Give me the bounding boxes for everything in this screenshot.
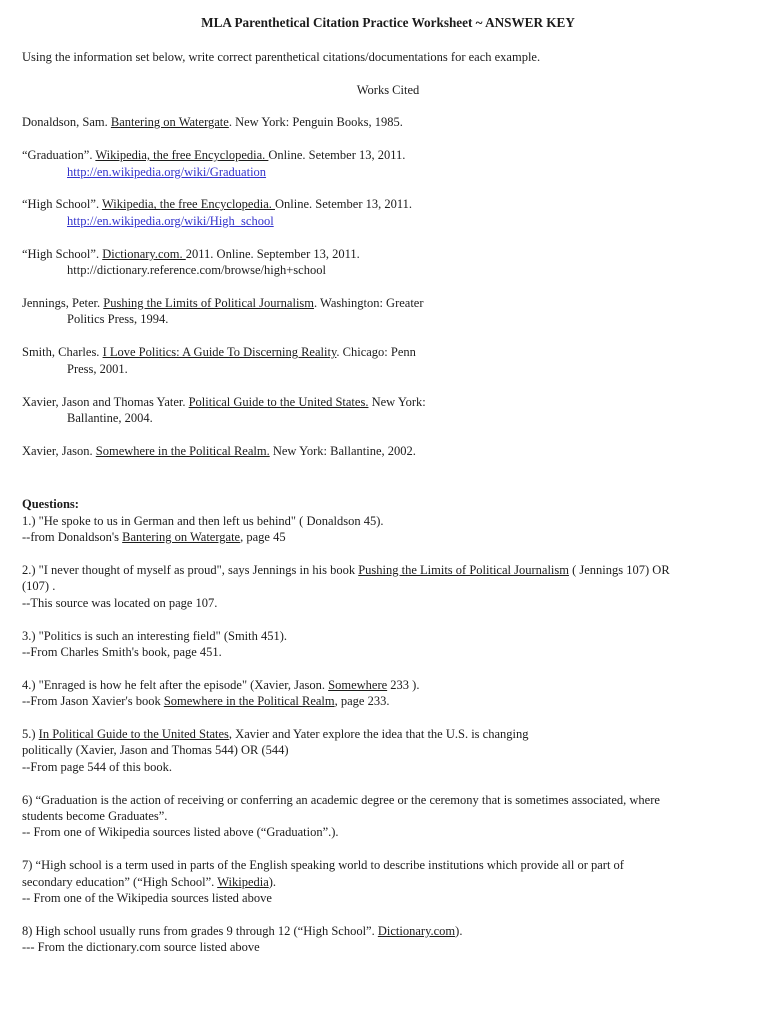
question-question-4 [22,677,754,710]
works-cited-entry-line [22,246,754,262]
text-segment: . New York: Penguin Books, 1985. [228,115,403,130]
works-cited-entry-graduation-wikipedia [22,147,754,180]
underlined-title: Wikipedia, the free Encyclopedia. [95,148,269,163]
text-segment: . Washington: Greater [314,296,424,311]
text-segment: New York: [368,394,426,409]
question-line [22,824,754,840]
text-segment: Online. Setember 13, 2011. [275,197,413,212]
works-cited-list [22,114,754,459]
works-cited-entry-line [22,147,754,163]
underlined-title: I Love Politics: A Guide To Discerning Reality [102,345,337,360]
question-line [22,874,754,890]
underlined-title: Bantering on Watergate [122,530,241,545]
underlined-title: Wikipedia, the free Encyclopedia. [101,197,275,212]
text-segment: -- From one of the Wikipedia sources listed above [22,891,272,906]
question-question-3 [22,628,754,661]
text-segment: “High School”. [22,197,102,212]
hyperlink[interactable]: http://en.wikipedia.org/wiki/High_school [67,213,274,228]
works-cited-entry-line [22,344,754,360]
text-segment: 5.) [22,727,39,742]
underlined-title: Dictionary.com. [102,246,186,261]
questions-list [22,513,754,956]
text-segment: 8) High school usually runs from grades 9 through 12 (“High School”. [22,923,378,938]
underlined-title: Bantering on Watergate [110,115,229,130]
underlined-title: Somewhere [328,677,388,692]
question-line [22,923,754,939]
text-segment: Jennings, Peter. [22,296,104,311]
text-segment: --From page 544 of this book. [22,759,172,774]
text-segment: Politics Press, 1994. [67,312,169,327]
text-segment: 6) “Graduation is the action of receiving or conferring an academic degree or the ceremony that is sometimes associated, where [22,792,660,807]
text-segment: 3.) "Politics is such an interesting field" (Smith 451). [22,628,288,643]
question-question-6 [22,792,754,841]
text-segment: 7) “High school is a term used in parts of the English speaking world to describe institutions which provide all or part of [22,858,624,873]
works-cited-entry-line [22,114,754,130]
question-question-7 [22,857,754,906]
underlined-title: In Political Guide to the United States [38,727,229,742]
text-segment: --From Jason Xavier's book [22,694,164,709]
works-cited-entry-line [22,394,754,410]
works-cited-entry-line [67,410,754,426]
text-segment: secondary education” (“High School”. [22,874,218,889]
text-segment: 233 ). [387,677,420,692]
text-segment: ). [455,923,463,938]
text-segment: Xavier, Jason. [22,444,96,458]
worksheet-title: MLA Parenthetical Citation Practice Worksheet ~ ANSWER KEY [201,15,575,30]
text-segment: ( Jennings 107) OR [568,563,670,578]
underlined-title: Somewhere in the Political Realm [163,694,335,709]
text-segment: 2.) "I never thought of myself as proud", says Jennings in his book [22,563,359,578]
text-segment: --- From the dictionary.com source listed above [22,940,260,955]
text-segment: politically (Xavier, Jason and Thomas 544) OR (544) [22,743,289,758]
works-cited-entry-xavier-somewhere [22,443,754,459]
text-segment: , page 233. [334,694,390,709]
text-segment: http://dictionary.reference.com/browse/high+school [67,263,326,278]
works-cited-entry-line [67,361,754,377]
question-line [22,726,754,742]
works-cited-entry-high-school-wikipedia [22,196,754,229]
question-line [22,759,754,775]
question-line [22,890,754,906]
text-segment: , Xavier and Yater explore the idea that the U.S. is changing [228,727,529,742]
question-line [22,742,754,758]
question-line [22,644,754,660]
underlined-title: Dictionary.com [377,923,456,938]
works-cited-entry-high-school-dictionary [22,246,754,279]
underlined-title: Pushing the Limits of Political Journalism [358,563,569,578]
question-question-8 [22,923,754,956]
underlined-title: Somewhere in the Political Realm. [95,444,270,458]
works-cited-entry-jennings-pushing [22,295,754,328]
text-segment: ). [268,874,277,889]
works-cited-entry-line [67,311,754,327]
works-cited-entry-donaldson-bantering [22,114,754,130]
text-segment: “Graduation”. [22,148,96,163]
question-question-1 [22,513,754,546]
works-cited-entry-line [22,196,754,212]
question-line [22,808,754,824]
underlined-title: Wikipedia [217,874,269,889]
text-segment: , page 45 [240,530,286,545]
question-line [22,857,754,873]
works-cited-entry-line [67,164,754,180]
hyperlink[interactable]: http://en.wikipedia.org/wiki/Graduation [67,164,267,179]
text-segment: Ballantine, 2004. [67,411,153,426]
works-cited-entry-line [67,262,754,278]
question-line [22,939,754,955]
question-question-2 [22,562,754,611]
text-segment: --from Donaldson's [22,530,123,545]
question-line [22,562,754,578]
question-line [22,677,754,693]
text-segment: students become Graduates”. [22,809,168,824]
question-line [22,513,754,529]
question-line [22,628,754,644]
text-segment: (107) . [22,579,56,594]
intro-instructions: Using the information set below, write correct parenthetical citations/documentations for each example. [22,50,541,65]
text-segment: -- From one of Wikipedia sources listed above (“Graduation”.). [22,825,339,840]
question-line [22,792,754,808]
text-segment: 4.) "Enraged is how he felt after the episode" (Xavier, Jason. [22,677,329,692]
question-question-5 [22,726,754,775]
text-segment: . Chicago: Penn [336,345,416,360]
question-line [22,529,754,545]
works-cited-entry-line [22,295,754,311]
underlined-title: Political Guide to the United States. [188,394,369,409]
question-line [22,595,754,611]
text-segment: 1.) "He spoke to us in German and then left us behind" ( Donaldson 45). [22,513,384,528]
questions-heading: Questions: [22,497,79,512]
text-segment: Xavier, Jason and Thomas Yater. [22,394,189,409]
text-segment: Smith, Charles. [22,345,103,360]
text-segment: 2011. Online. September 13, 2011. [185,246,360,261]
works-cited-entry-xavier-yater-political-guide [22,394,754,427]
works-cited-heading: Works Cited [356,82,420,97]
question-line [22,693,754,709]
works-cited-entry-smith-i-love-politics [22,344,754,377]
text-segment: Online. Setember 13, 2011. [268,148,406,163]
works-cited-entry-line [22,443,754,459]
works-cited-entry-line [67,213,754,229]
text-segment: --This source was located on page 107. [22,595,218,610]
text-segment: New York: Ballantine, 2002. [269,444,416,458]
text-segment: “High School”. [22,246,103,261]
text-segment: Donaldson, Sam. [22,115,111,130]
question-line [22,578,754,594]
text-segment: --From Charles Smith's book, page 451. [22,645,222,660]
text-segment: Press, 2001. [67,361,128,376]
underlined-title: Pushing the Limits of Political Journalism [103,296,315,311]
